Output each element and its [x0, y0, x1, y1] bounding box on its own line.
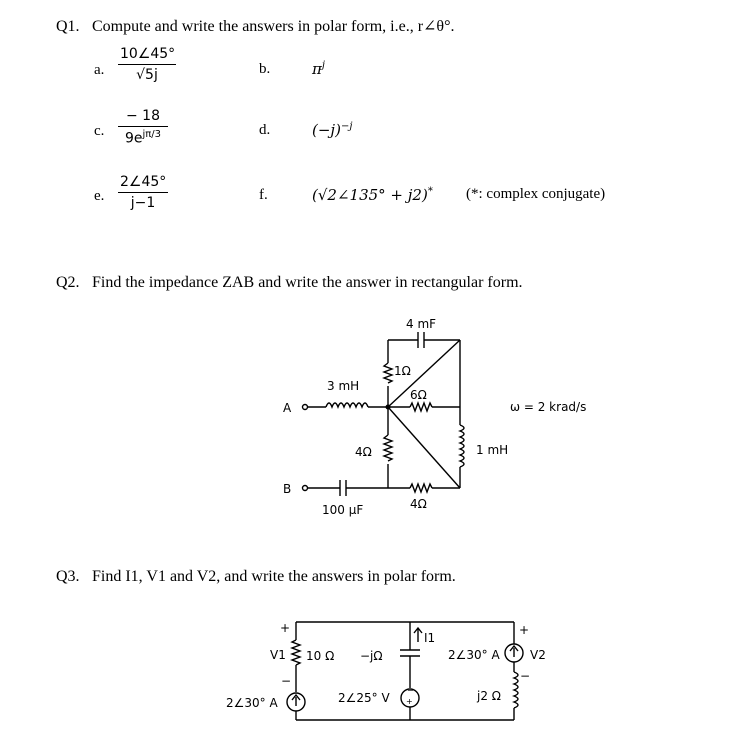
q1f-label: f.	[259, 187, 268, 203]
q2-label-6ohm: 6Ω	[410, 388, 427, 402]
terminal-a	[303, 405, 308, 410]
q1e-denominator: j−1	[130, 195, 156, 211]
q1f-exponent: *	[427, 186, 433, 197]
q3-label-src-mid: 2∠25° V	[338, 691, 390, 705]
q2-label-4mf: 4 mF	[406, 317, 437, 331]
q1c-denominator: $9e^{j\pi/3}$	[124, 129, 162, 147]
q2-number: Q2.	[56, 274, 80, 291]
q1-text: Compute and write the answers in polar form, i.e., r∠θ°.	[92, 18, 455, 35]
q2-label-omega: ω = 2 krad/s	[510, 400, 587, 414]
terminal-b	[303, 486, 308, 491]
q3-label-src-left: 2∠30° A	[226, 696, 278, 710]
q1b-exponent: j	[321, 60, 325, 71]
q1c-den-exponent: jπ/3	[142, 129, 162, 140]
q1d-label: d.	[259, 122, 271, 138]
q3-v1-plus: +	[280, 621, 291, 635]
q3-v2-minus: −	[520, 669, 531, 683]
q3-vsrc-plus: +	[406, 697, 413, 706]
inductor-3mh	[326, 403, 368, 407]
q3-label-v2: V2	[530, 648, 546, 662]
q1-number: Q1.	[56, 18, 80, 35]
q1a-denominator: √5j	[136, 67, 158, 83]
q2-label-a: A	[283, 401, 292, 415]
q3-number: Q3.	[56, 568, 80, 585]
q3-label-j2ohm: j2 Ω	[477, 689, 501, 703]
q2-label-100uf: 100 µF	[322, 503, 364, 517]
q1e-label: e.	[94, 188, 105, 204]
q1b-label: b.	[259, 61, 271, 77]
q1c-label: c.	[94, 123, 105, 139]
q1a-label: a.	[94, 62, 105, 78]
q1b-base: π	[312, 60, 322, 78]
q2-label-1mh: 1 mH	[476, 443, 509, 457]
q2-label-4ohm-bottom: 4Ω	[410, 497, 427, 511]
q2-label-3mh: 3 mH	[327, 379, 360, 393]
q1c-numerator: − 18	[126, 108, 160, 124]
q3-v1-minus: −	[281, 674, 292, 688]
q1e-numerator: 2∠45°	[120, 174, 167, 190]
q1f-base: (√2∠135° + j2)	[312, 186, 428, 204]
q3-vsrc-minus: −	[407, 686, 414, 695]
q3-heading	[56, 568, 456, 586]
q2-label-b: B	[283, 482, 292, 496]
resistor-6ohm	[410, 403, 432, 411]
q1d-base: (−j)	[312, 121, 341, 139]
q1a-numerator: 10∠45°	[120, 46, 176, 62]
resistor-4ohm-bottom	[410, 484, 432, 492]
resistor-1ohm	[384, 363, 392, 383]
center-node	[386, 405, 391, 410]
q3-text: Find I1, V1 and V2, and write the answers in polar form.	[92, 568, 456, 585]
q3-label-10ohm: 10 Ω	[306, 649, 335, 663]
q3-label-i1: I1	[424, 631, 436, 645]
q3-label-minus-j: −jΩ	[360, 649, 383, 663]
q1f-note: (*: complex conjugate)	[466, 186, 606, 202]
resistor-4ohm-vertical	[384, 435, 392, 461]
q3-label-v1: V1	[270, 648, 286, 662]
q3-resistor-10ohm	[292, 640, 300, 665]
q3-label-src-right: 2∠30° A	[448, 648, 500, 662]
q2-label-1ohm: 1Ω	[394, 364, 411, 378]
q2-label-4ohm-vertical: 4Ω	[355, 445, 372, 459]
q1d-exponent: −j	[340, 121, 353, 132]
q3-inductor-j2ohm	[514, 672, 518, 708]
q3-v2-plus: +	[519, 623, 530, 637]
inductor-1mh	[460, 425, 464, 467]
q2-text: Find the impedance ZAB and write the answer in rectangular form.	[92, 274, 523, 291]
